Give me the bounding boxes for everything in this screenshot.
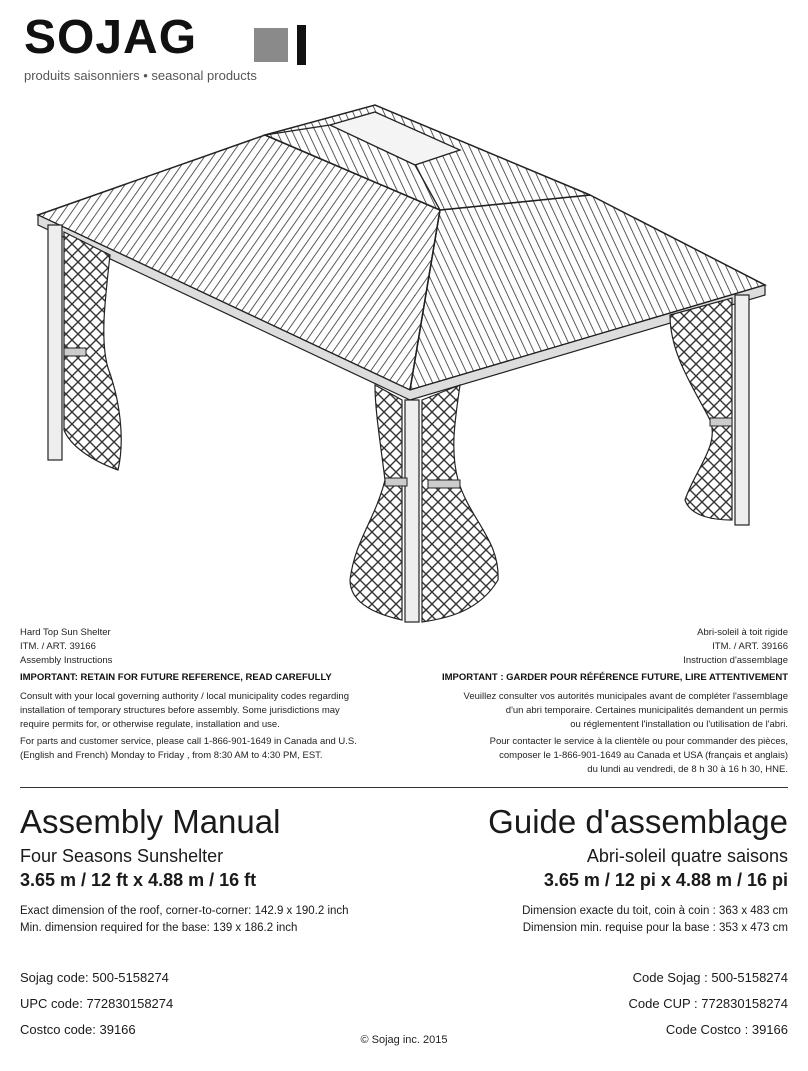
section-divider xyxy=(20,787,788,788)
important-notice-en: IMPORTANT: RETAIN FOR FUTURE REFERENCE, READ CAREFULLY xyxy=(20,672,332,683)
roof-dimension-fr: Dimension exacte du toit, coin à coin : 363 x 483 cm xyxy=(522,905,788,917)
service-line: composer le 1-866-901-1649 au Canada et USA (français et anglais) xyxy=(499,750,788,761)
measurements-en xyxy=(20,903,349,937)
important-notice-fr: IMPORTANT : GARDER POUR RÉFÉRENCE FUTURE, LIRE ATTENTIVEMENT xyxy=(441,672,788,683)
doc-type-en: Assembly Instructions xyxy=(20,655,113,666)
consult-line: Consult with your local governing authority / local municipality codes regarding xyxy=(20,691,349,702)
item-number-fr: ITM. / ART. 39166 xyxy=(712,641,788,652)
upc-code-en: UPC code: 772830158274 xyxy=(20,996,174,1011)
base-dimension-en: Min. dimension required for the base: 139 x 186.2 inch xyxy=(20,922,298,934)
service-line: Pour contacter le service à la clientèle ou pour commander des pièces, xyxy=(489,736,788,747)
doc-type-fr: Instruction d'assemblage xyxy=(683,655,788,666)
consult-line: installation of temporary structures before assembly. Some jurisdictions may xyxy=(20,705,340,716)
product-name-en: Hard Top Sun Shelter xyxy=(20,627,111,638)
item-number-en: ITM. / ART. 39166 xyxy=(20,641,96,652)
sojag-code-fr: Code Sojag : 500-5158274 xyxy=(632,970,788,985)
subtitle-fr: Abri-soleil quatre saisons xyxy=(586,846,788,866)
costco-code-en: Costco code: 39166 xyxy=(20,1022,136,1037)
title-en: Assembly Manual xyxy=(20,803,281,840)
product-info-fr xyxy=(418,626,788,668)
logo-bar-icon xyxy=(297,25,306,65)
product-info-en xyxy=(20,626,380,668)
consult-line: ou réglementent l'installation ou l'utilisation de l'abri. xyxy=(570,719,788,730)
consult-text-en xyxy=(20,690,380,732)
subtitle-en: Four Seasons Sunshelter xyxy=(20,846,224,866)
dimensions-fr: 3.65 m / 12 pi x 4.88 m / 16 pi xyxy=(543,870,788,890)
service-line: du lundi au vendredi, de 8 h 30 à 16 h 30, HNE. xyxy=(587,764,788,775)
title-fr: Guide d'assemblage xyxy=(488,803,788,840)
consult-line: d'un abri temporaire. Certaines municipalités demandent un permis xyxy=(505,705,788,716)
consult-line: Veuillez consulter vos autorités municipales avant de compléter l'assemblage xyxy=(463,691,788,702)
service-line: For parts and customer service, please call 1-866-901-1649 in Canada and U.S. xyxy=(20,736,357,747)
costco-code-fr: Code Costco : 39166 xyxy=(665,1022,788,1037)
service-line: (English and French) Monday to Friday , from 8:30 AM to 4:30 PM, EST. xyxy=(20,750,323,761)
brand-tagline: produits saisonniers • seasonal products xyxy=(24,68,257,83)
service-text-fr xyxy=(418,735,788,777)
copyright: © Sojag inc. 2015 xyxy=(360,1034,448,1046)
upc-code-fr: Code CUP : 772830158274 xyxy=(628,996,788,1011)
dimensions-en: 3.65 m / 12 ft x 4.88 m / 16 ft xyxy=(20,870,257,890)
roof-dimension-en: Exact dimension of the roof, corner-to-corner: 142.9 x 190.2 inch xyxy=(20,905,349,917)
brand-name: SOJAG xyxy=(24,11,198,64)
logo-square-icon xyxy=(254,28,288,62)
sojag-code-en: Sojag code: 500-5158274 xyxy=(20,970,169,985)
brand-logo xyxy=(24,11,198,64)
consult-line: require permits for, or otherwise regulate, installation and use. xyxy=(20,719,280,730)
service-text-en xyxy=(20,735,380,763)
measurements-fr xyxy=(522,903,788,937)
base-dimension-fr: Dimension min. requise pour la base : 353 x 473 cm xyxy=(522,922,788,934)
product-name-fr: Abri-soleil à toit rigide xyxy=(697,627,788,638)
gazebo-illustration xyxy=(30,100,780,625)
consult-text-fr xyxy=(418,690,788,732)
